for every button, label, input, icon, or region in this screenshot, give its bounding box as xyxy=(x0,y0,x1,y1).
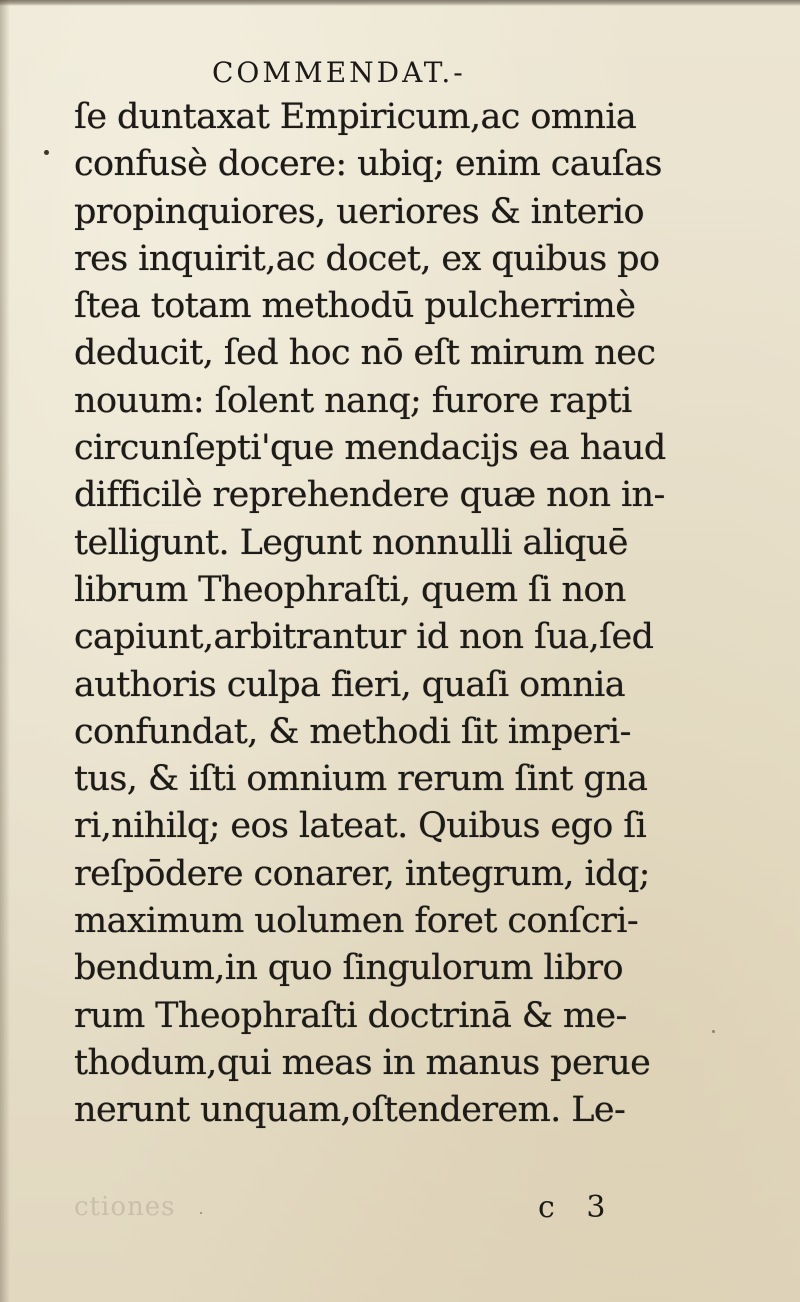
text-line: thodum,qui meas in manus perue xyxy=(74,1042,651,1083)
text-line: librum Theophraſti, quem ſi non xyxy=(74,569,626,610)
page-gutter-shadow xyxy=(0,0,10,1302)
text-line: deducit, ſed hoc nō eſt mirum nec xyxy=(74,333,656,374)
text-line: authoris culpa fieri, quaſi omnia xyxy=(74,664,626,705)
ink-speck xyxy=(712,1030,715,1033)
text-line: maximum uolumen foret conſcri- xyxy=(74,901,639,942)
page-top-edge xyxy=(0,0,800,6)
text-line: nerunt unquam,oſtenderem. Le- xyxy=(74,1090,626,1131)
text-line: propinquiores, ueriores & interio xyxy=(74,191,644,232)
text-line: bendum,in quo ſingulorum libro xyxy=(74,948,624,989)
text-line: ſtea totam methodū pulcherrimè xyxy=(74,286,636,327)
text-line: capiunt,arbitrantur id non ſua,ſed xyxy=(74,617,654,658)
text-line: ſe duntaxat Empiricum,ac omnia xyxy=(74,97,637,137)
page-footer xyxy=(74,1190,694,1230)
signature-mark: c 3 xyxy=(538,1190,606,1225)
text-line: ri,nihilq; eos lateat. Quibus ego ſi xyxy=(74,806,647,847)
ink-speck xyxy=(44,150,49,155)
ink-speck xyxy=(200,1212,202,1214)
text-line: rum Theophraſti doctrinā & me- xyxy=(74,995,627,1036)
text-line: telligunt. Legunt nonnulli aliquē xyxy=(74,522,628,563)
body-text xyxy=(74,94,674,1135)
text-line: res inquirit,ac docet, ex quibus po xyxy=(74,238,660,279)
text-line: difficilè reprehendere quæ non in- xyxy=(74,475,665,516)
text-line: confundat, & methodi ſit imperi- xyxy=(74,711,631,752)
text-line: confusè docere: ubiq; enim cauſas xyxy=(74,144,662,185)
catchword: ctiones xyxy=(74,1192,176,1222)
text-line: circunſepti'que mendacijs ea haud xyxy=(74,428,666,469)
text-line: tus, & iſti omnium rerum ſint gna xyxy=(74,759,648,800)
text-line: nouum: ſolent nanq; furore rapti xyxy=(74,380,632,421)
running-head: COMMENDAT.- xyxy=(212,56,466,89)
text-line: reſpōdere conarer, integrum, idq; xyxy=(74,853,650,894)
